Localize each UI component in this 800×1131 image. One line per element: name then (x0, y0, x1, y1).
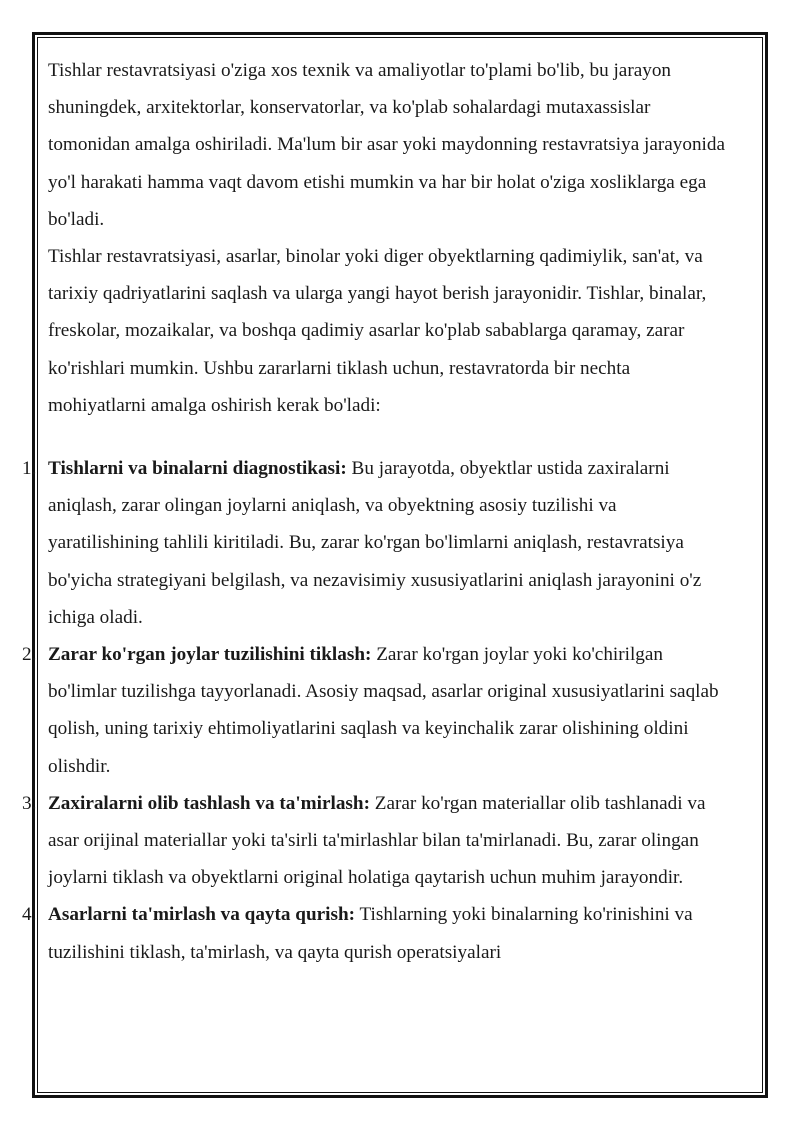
list-item (22, 636, 728, 785)
list-text: Tishlarning yoki binalarning ko'rinishini va tuzilishini tiklash, ta'mirlash, va qayta qurish operatsiyalari (48, 904, 693, 963)
list-text: Bu jarayotda, obyektlar ustida zaxiralarni aniqlash, zarar olingan joylarni aniqlash, va obyektning asosiy tuzilishi va yaratilishining tahlili kiritiladi. Bu, zarar ko'rgan bo'limlarni aniqlash, restavratsiya bo'yicha strategiyani belgilash, va nezavisimiy xususiyatlarini aniqlash jarayonini o'z ichiga oladi. (48, 458, 702, 628)
list-item (22, 785, 728, 897)
list-term: Zarar ko'rgan joylar tuzilishini tiklash: (48, 644, 372, 666)
list-term: Asarlarni ta'mirlash va qayta qurish: (48, 904, 356, 926)
list-item (22, 450, 728, 636)
intro-paragraph: Tishlar restavratsiyasi o'ziga xos texnik va amaliyotlar to'plami bo'lib, bu jarayon shuningdek, arxitektorlar, konservatorlar, va ko'plab sohalardagi mutaxassislar tomonidan amalga oshiriladi. Ma'lum bir asar yoki maydonning restavratsiya jarayonida yo'l harakati hamma vaqt davom etishi mumkin va har bir holat o'ziga xosliklarga ega bo'ladi. (48, 60, 725, 230)
steps-list (22, 450, 728, 971)
list-number: 3. (22, 792, 37, 814)
context-paragraph: Tishlar restavratsiyasi, asarlar, binolar yoki diger obyektlarning qadimiylik, san'at, va tarixiy qadriyatlarini saqlash va ularga yangi hayot berish jarayonidir. Tishlar, binalar, freskolar, mozaikalar, va boshqa qadimiy asarlar ko'plab sabablarga qaramay, zarar ko'rishlari mumkin. Ushbu zararlarni tiklash uchun, restavratorda bir nechta mohiyatlarni amalga oshirish kerak bo'ladi: (48, 246, 707, 416)
list-text: Zarar ko'rgan materiallar olib tashlanadi va asar orijinal materiallar yoki ta'sirli ta'mirlashlar bilan ta'mirlanadi. Bu, zarar olingan joylarni tiklash va obyektlarni original holatiga qaytarish uchun muhim jarayondir. (48, 792, 706, 889)
list-number: 1. (22, 458, 37, 480)
document-body (22, 52, 728, 971)
list-number: 4. (22, 904, 37, 926)
list-number: 2. (22, 644, 37, 666)
list-term: Zaxiralarni olib tashlash va ta'mirlash: (48, 792, 370, 814)
list-term: Tishlarni va binalarni diagnostikasi: (48, 458, 347, 480)
list-item (22, 896, 728, 970)
list-text: Zarar ko'rgan joylar yoki ko'chirilgan bo'limlar tuzilishga tayyorlanadi. Asosiy maqsad, asarlar original xususiyatlarini saqlab qolish, uning tarixiy ehtimoliyatlarini saqlash va keyinchalik zarar olishining oldini olishdir. (48, 644, 719, 777)
